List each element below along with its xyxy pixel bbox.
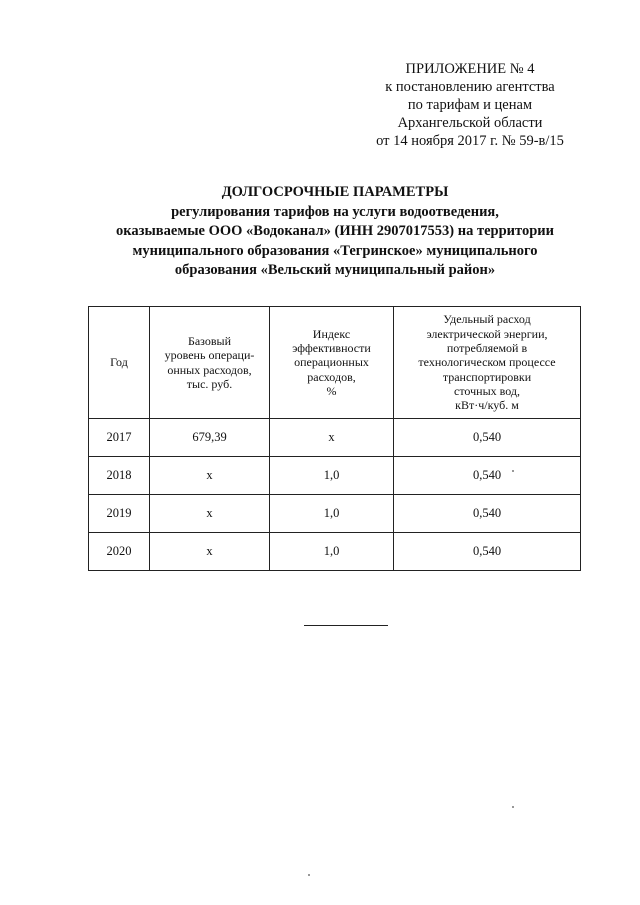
cell-energy-consumption: 0,540 (394, 457, 581, 495)
appendix-line: по тарифам и ценам (407, 97, 533, 113)
table-row (89, 533, 581, 571)
closing-separator-line (304, 625, 388, 626)
cell-base-costs: х (150, 457, 270, 495)
cell-efficiency-index: 1,0 (270, 495, 394, 533)
cell-year: 2018 (89, 457, 150, 495)
header-efficiency-index-label: Индекс эффективности операционных расходов, % (292, 326, 371, 398)
appendix-line: Архангельской области (397, 115, 543, 131)
table-row (89, 457, 581, 495)
cell-year: 2020 (89, 533, 150, 571)
heading-title: ДОЛГОСРОЧНЫЕ ПАРАМЕТРЫ (221, 184, 449, 200)
cell-efficiency-index: 1,0 (270, 533, 394, 571)
table-row (89, 495, 581, 533)
scan-speck (512, 806, 514, 808)
table-header-row (89, 307, 581, 419)
parameters-table (88, 306, 581, 571)
header-year (89, 307, 150, 419)
cell-base-costs: 679,39 (150, 419, 270, 457)
scan-speck (308, 874, 310, 876)
cell-energy-consumption: 0,540 (394, 419, 581, 457)
heading-line: муниципального образования «Тегринское» муниципального (132, 242, 538, 259)
appendix-line: к постановлению агентства (385, 79, 555, 95)
heading-line: регулирования тарифов на услуги водоотведения, (171, 203, 499, 220)
heading-line: образования «Вельский муниципальный район» (174, 262, 496, 278)
cell-energy-consumption: 0,540 (394, 495, 581, 533)
appendix-date-line: от 14 ноября 2017 г. № 59-в/15 (376, 133, 564, 149)
document-heading (90, 183, 580, 281)
header-efficiency-index (270, 307, 394, 419)
header-base-costs-label: Базовый уровень операци- онных расходов, тыс. руб. (164, 333, 255, 391)
header-year-label: Год (110, 355, 128, 370)
appendix-title: ПРИЛОЖЕНИЕ № 4 (405, 61, 535, 77)
scan-speck (512, 470, 514, 472)
cell-year: 2017 (89, 419, 150, 457)
header-energy-consumption (394, 307, 581, 419)
header-base-costs (150, 307, 270, 419)
heading-line: оказываемые ООО «Водоканал» (ИНН 2907017553) на территории (116, 223, 554, 239)
cell-year: 2019 (89, 495, 150, 533)
header-energy-consumption-label: Удельный расход электрической энергии, потребляемой в технологическом процессе транспортировки сточных вод, кВт·ч/куб. м (418, 312, 556, 413)
appendix-block (340, 60, 600, 150)
cell-energy-consumption: 0,540 (394, 533, 581, 571)
cell-base-costs: х (150, 495, 270, 533)
table-row (89, 419, 581, 457)
cell-efficiency-index: 1,0 (270, 457, 394, 495)
cell-efficiency-index: х (270, 419, 394, 457)
cell-base-costs: х (150, 533, 270, 571)
